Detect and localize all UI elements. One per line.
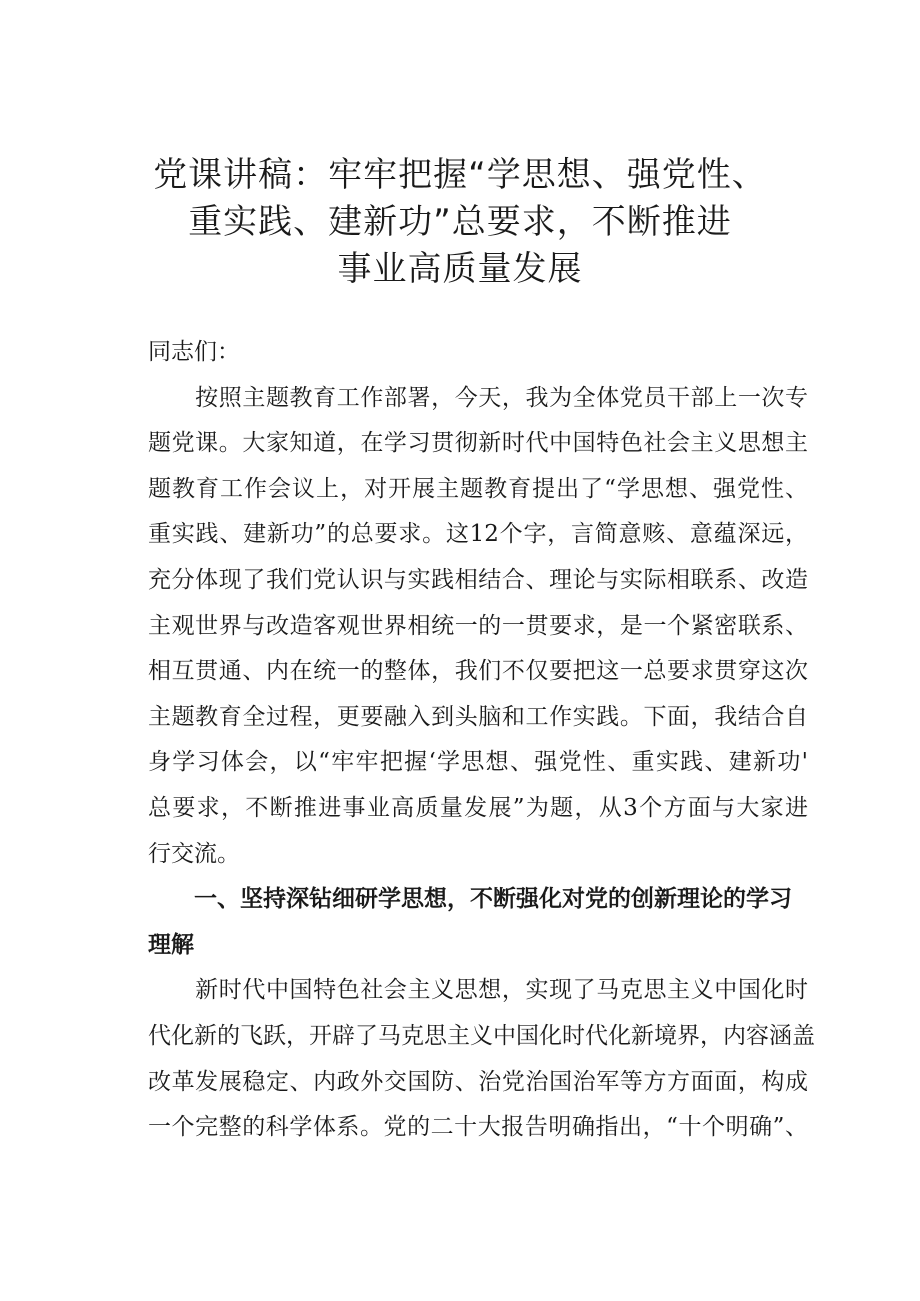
text-line: 题教育工作会议上，对开展主题教育提出了“学思想、强党性、 — [148, 475, 808, 502]
text-line: 题党课。大家知道，在学习贯彻新时代中国特色社会主义思想主 — [148, 430, 808, 457]
text-line: 行交流。 — [148, 840, 240, 867]
text-line: 按照主题教育工作部署，今天，我为全体党员干部上一次专 — [148, 384, 808, 411]
heading-line: 一、坚持深钻细研学思想，不断强化对党的创新理论的学习 — [148, 886, 792, 913]
title-line: 事业高质量发展 — [337, 249, 583, 289]
document-body — [148, 330, 815, 1151]
intro-paragraph — [148, 376, 808, 878]
section-paragraph — [148, 968, 815, 1150]
text-line: 主题教育全过程，更要融入到头脑和工作实践。下面，我结合自 — [148, 703, 808, 730]
text-line: 一个完整的科学体系。党的二十大报告明确指出，“十个明确”、 — [148, 1114, 808, 1141]
document-title — [120, 152, 800, 293]
text-line: 身学习体会，以“牢牢把握‘学思想、强党性、重实践、建新功' — [148, 749, 808, 776]
text-line: 新时代中国特色社会主义思想，实现了马克思主义中国化时 — [148, 977, 808, 1004]
text-line: 重实践、建新功”的总要求。这12个字，言简意赅、意蕴深远， — [148, 521, 808, 548]
section-heading — [148, 877, 808, 968]
text-line: 相互贯通、内在统一的整体，我们不仅要把这一总要求贯穿这次 — [148, 658, 808, 685]
text-line: 充分体现了我们党认识与实践相结合、理论与实际相联系、改造 — [148, 566, 808, 593]
text-line: 主观世界与改造客观世界相统一的一贯要求，是一个紧密联系、 — [148, 612, 808, 639]
text-line: 总要求，不断推进事业高质量发展”为题，从3个方面与大家进 — [148, 794, 808, 821]
text-line: 代化新的飞跃，开辟了马克思主义中国化时代化新境界，内容涵盖 — [148, 1022, 815, 1049]
title-line: 重实践、建新功”总要求，不断推进 — [188, 202, 732, 242]
heading-line: 理解 — [148, 931, 194, 958]
title-line: 党课讲稿：牢牢把握“学思想、强党性、 — [153, 155, 767, 195]
salutation: 同志们： — [148, 339, 240, 365]
text-line: 改革发展稳定、内政外交国防、治党治国治军等方方面面，构成 — [148, 1068, 808, 1095]
